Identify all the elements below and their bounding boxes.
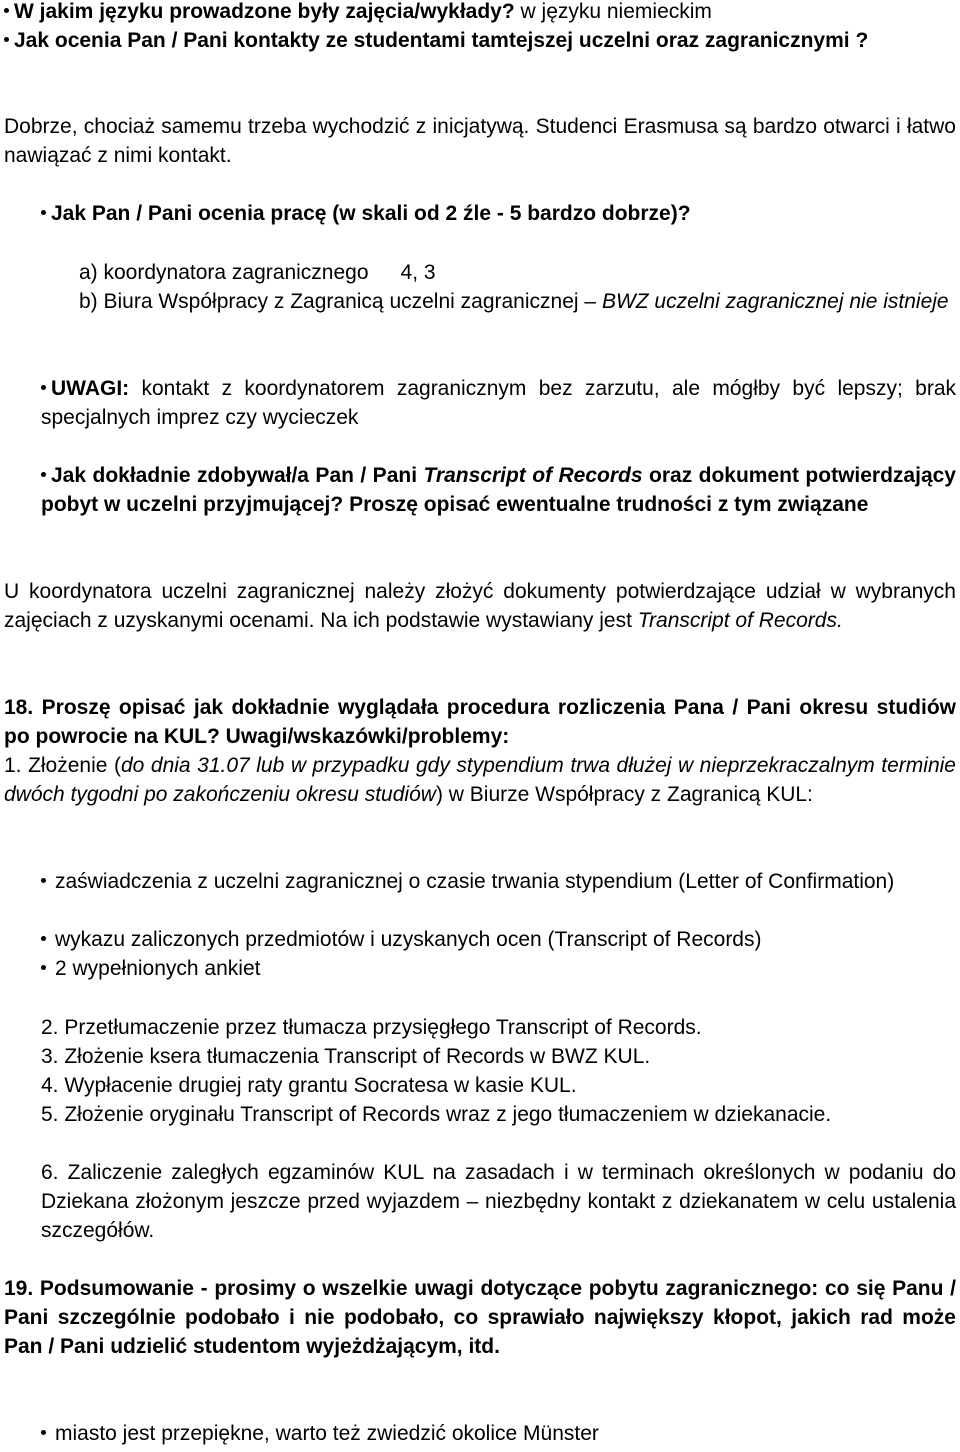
bullet-icon (41, 936, 46, 941)
q18-document-2 (41, 925, 956, 954)
question-transcript-part1: Jak dokładnie zdobywał/a Pan / Pani (51, 464, 424, 487)
question-18-text: Proszę opisać jak dokładnie wyglądała procedura rozliczenia Pana / Pani okresu studiów po powrocie na KUL? Uwagi/wskazówki/problemy: (4, 696, 956, 748)
remarks-label: UWAGI: (51, 377, 130, 400)
question-contacts (4, 26, 956, 55)
answer-contacts-part1: Dobrze, chociaż samemu trzeba wychodzić z inicjatywą. (4, 115, 530, 138)
question-rating-text: Jak Pan / Pani ocenia pracę (w skali od 2 źle - 5 bardzo dobrze)? (51, 202, 691, 225)
rating-office-value: BWZ uczelni zagranicznej nie istnieje (601, 290, 949, 313)
question-transcript-part2: oraz dokument potwierdzający pobyt w uczelni przyjmującej? (41, 464, 956, 516)
q18-step-1-part2: ) w Biurze Współpracy z Zagranicą KUL: (435, 783, 813, 806)
question-language-text: W jakim języku prowadzone były zajęcia/wykłady? (14, 0, 515, 23)
q18-document-1-text: zaświadczenia z uczelni zagranicznej o czasie trwania stypendium (Letter of Confirmation) (55, 870, 895, 893)
rating-office-dash: – (584, 290, 597, 313)
rating-office (79, 287, 956, 316)
q19-answer-1-text: miasto jest przepiękne, warto też zwiedzić okolice Münster (55, 1422, 599, 1445)
q18-step-6: 6. Zaliczenie zaległych egzaminów KUL na zasadach i w terminach określonych w podaniu do Dziekana złożonym jeszcze przed wyjazdem – niezbędny kontakt z dziekanatem w celu ustalenia szczegółów. (41, 1161, 956, 1242)
answer-transcript-italic: Transcript of Records. (637, 609, 843, 632)
question-transcript-italic: Transcript of Records (423, 464, 643, 487)
question-19-number: 19. (4, 1277, 34, 1300)
bullet-icon (41, 385, 46, 390)
answer-language: w języku niemieckim (514, 0, 712, 23)
q18-step-4: 4. Wypłacenie drugiej raty grantu Socratesa w kasie KUL. (41, 1074, 577, 1097)
q18-step-1 (4, 751, 956, 809)
q18-step-1-part1: 1. Złożenie ( (4, 754, 121, 777)
rating-coordinator-value: 4, 3 (400, 261, 436, 284)
q18-step-1-italic: do dnia 31.07 lub w przypadku gdy stypendium trwa dłużej w nieprzekraczalnym terminie dwóch tygodni po zakończeniu okresu studiów (4, 754, 956, 806)
question-19-text: Podsumowanie - prosimy o wszelkie uwagi dotyczące pobytu zagranicznego: co się Panu / Pani szczególnie podobało i nie podobało, co sprawiało największy kłopot, jakich rad może Pan / Pani udzielić studentom wyjeżdżającym, itd. (4, 1277, 956, 1358)
q18-document-2-text: wykazu zaliczonych przedmiotów i uzyskanych ocen (Transcript of Records) (55, 928, 762, 951)
question-18-number: 18. (4, 696, 34, 719)
bullet-icon (41, 1430, 46, 1435)
answer-transcript-part1: U koordynatora uczelni zagranicznej należy złożyć dokumenty potwierdzające udział w wybranych zajęciach z uzyskanymi ocenami. (4, 580, 956, 632)
bullet-icon (41, 210, 46, 215)
answer-transcript (4, 577, 956, 635)
q18-step-3: 3. Złożenie ksera tłumaczenia Transcript of Records w BWZ KUL. (41, 1045, 651, 1068)
q18-step-5: 5. Złożenie oryginału Transcript of Records wraz z jego tłumaczeniem w dziekanacie. (41, 1103, 832, 1126)
answer-contacts-part2: Studenci Erasmusa są bardzo otwarci i łatwo nawiązać z nimi kontakt. (4, 115, 956, 167)
question-transcript (41, 461, 956, 519)
q18-document-1 (41, 867, 956, 896)
rating-office-label: b) Biura Współpracy z Zagranicą uczelni zagranicznej (79, 290, 579, 313)
bullet-icon (4, 8, 9, 13)
question-rating (4, 199, 956, 228)
bullet-icon (41, 878, 46, 883)
q18-document-3-text: 2 wypełnionych ankiet (55, 957, 261, 980)
bullet-icon (4, 37, 9, 42)
q19-answer-1 (41, 1419, 956, 1448)
question-19 (4, 1274, 956, 1361)
question-contacts-text: Jak ocenia Pan / Pani kontakty ze studentami tamtejszej uczelni oraz zagranicznymi ? (14, 29, 869, 52)
bullet-icon (41, 472, 46, 477)
answer-transcript-part2: Na ich podstawie wystawiany jest (314, 609, 638, 632)
answer-contacts (4, 112, 956, 170)
rating-coordinator-label: a) koordynatora zagranicznego (79, 261, 369, 284)
question-18 (4, 693, 956, 751)
question-transcript-part3: Proszę opisać ewentualne trudności z tym związane (343, 493, 869, 516)
q18-document-3 (41, 954, 956, 983)
bullet-icon (41, 965, 46, 970)
q18-step-2: 2. Przetłumaczenie przez tłumacza przysięgłego Transcript of Records. (41, 1016, 702, 1039)
remarks-text: kontakt z koordynatorem zagranicznym bez zarzutu, ale mógłby być lepszy; brak specjalnych imprez czy wycieczek (41, 377, 956, 429)
question-language (4, 0, 956, 26)
rating-coordinator (79, 258, 956, 287)
remarks (41, 374, 956, 432)
